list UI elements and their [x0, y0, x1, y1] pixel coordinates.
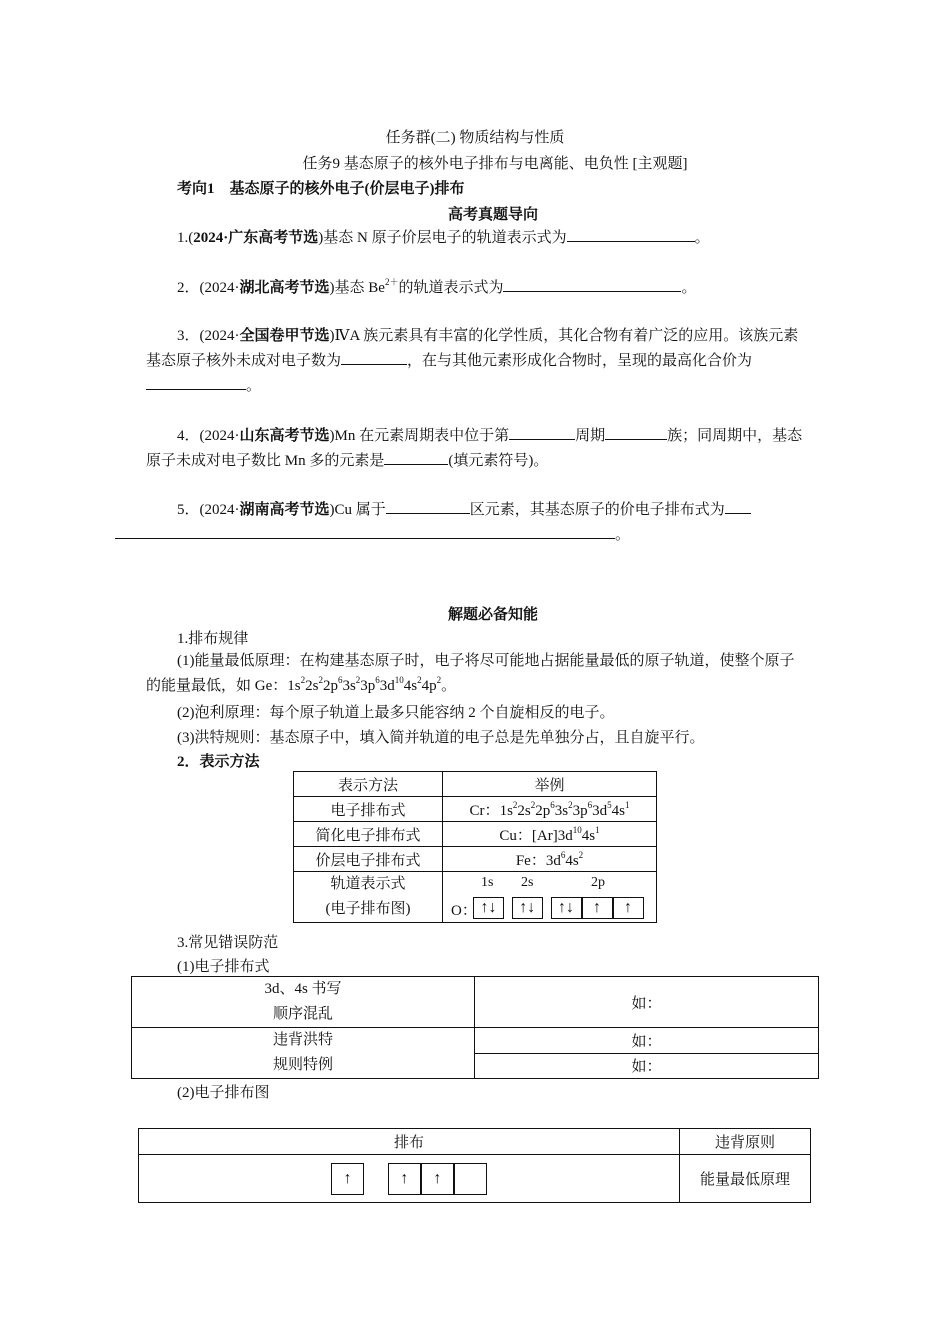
q1-text: )基态 N 原子价层电子的轨道表示式为: [318, 230, 567, 246]
q2-number: 2．(2024·: [177, 280, 240, 296]
q2-end: 。: [681, 280, 697, 296]
guide-heading: 高考真题导向: [447, 207, 538, 223]
q4-end: (填元素符号)。: [448, 453, 549, 469]
answer-blank[interactable]: [115, 524, 615, 539]
q5-text: )Cu 属于: [329, 502, 386, 518]
fe-example: Fe：$3d^64s^2$: [443, 847, 657, 872]
orbital-box-single: ↑: [582, 897, 613, 919]
q4-text: )Mn 在元素周期表中位于第: [329, 428, 510, 444]
orbital-box-paired: ↑↓: [473, 897, 504, 919]
table-cell: 价层电子排布式: [294, 847, 443, 872]
q1-number: 1.(: [177, 230, 194, 246]
section-heading: 考向1 基态原子的核外电子(价层电子)排布: [177, 181, 465, 197]
table-cell: 电子排布式: [294, 797, 443, 822]
page-title: 任务群(二) 物质结构与性质: [385, 130, 565, 146]
answer-blank[interactable]: [567, 227, 695, 242]
orbital-box-paired: ↑↓: [512, 897, 543, 919]
answer-blank[interactable]: [384, 450, 448, 465]
error-1-line2: 顺序混乱: [272, 1006, 333, 1022]
orbital-example: [139, 1155, 680, 1203]
table-cell: 简化电子排布式: [294, 822, 443, 847]
table-cell: 如：: [475, 977, 819, 1028]
orbital-1s-label: 1s: [481, 875, 494, 890]
method-table: [293, 771, 657, 923]
table-cell: [132, 977, 475, 1028]
knowledge-title: 解题必备知能: [447, 607, 538, 623]
question-3: [146, 324, 808, 399]
q3-end: 。: [246, 378, 262, 394]
q4-source: 山东高考节选: [239, 428, 330, 444]
q3-number: 3．(2024·: [177, 328, 240, 344]
error-1-line1: 3d、4s 书写: [264, 981, 342, 997]
orbital-box-single: ↑: [331, 1163, 364, 1195]
q4-text-b: 族；同周期中，基态原子未成对电子数比 Mn 多的元素是: [146, 428, 803, 469]
q1-source: 2024·广东高考节选: [193, 230, 319, 246]
answer-blank[interactable]: [605, 425, 667, 440]
q2-charge: 2＋: [384, 277, 399, 287]
answer-blank[interactable]: [509, 425, 575, 440]
table-cell: 如：: [475, 1053, 819, 1079]
table-cell: 能量最低原理: [680, 1155, 811, 1203]
page-subtitle: 任务9 基态原子的核外电子排布与电离能、电负性 [主观题]: [302, 156, 688, 172]
error-table-config: [131, 976, 819, 1079]
cu-label: Cu：[Ar]3d: [499, 827, 573, 844]
q4-period: 周期: [575, 428, 606, 444]
cr-example: Cr：$1s^22s^22p^63s^23p^63d^54s^1$: [443, 797, 657, 822]
orbital-box-single: ↑: [421, 1163, 454, 1195]
question-5: [146, 498, 808, 548]
error-2-line2: 规则特例: [272, 1057, 333, 1073]
orbital-2p-label: 2p: [591, 875, 605, 890]
table-header: 表示方法: [294, 772, 443, 797]
q5-text-mid: 区元素，其基态原子的价电子排布式为: [469, 502, 725, 518]
orbital-box-single: ↑: [613, 897, 644, 919]
fe-label: Fe：3d: [515, 852, 561, 869]
question-4: [146, 424, 808, 474]
table-header: 举例: [443, 772, 657, 797]
orbital-box-empty: [454, 1163, 487, 1195]
rule-pauli: (2)泡利原理：每个原子轨道上最多只能容纳 2 个自旋相反的电子。: [177, 705, 615, 721]
table-header: 违背原则: [680, 1129, 811, 1155]
cu-example: Cu：$[Ar]3d^{10}4s^1$: [443, 822, 657, 847]
orbital-box-single: ↑: [388, 1163, 421, 1195]
q2-text: )基态 Be: [329, 280, 385, 296]
question-2: [146, 276, 808, 301]
error-table-diagram: [138, 1128, 811, 1203]
answer-blank[interactable]: [341, 350, 407, 365]
orbital-diagram: [443, 872, 657, 923]
answer-blank[interactable]: [725, 499, 751, 514]
rule-heading: 1.排布规律: [177, 631, 249, 647]
orbital-2s-label: 2s: [521, 875, 534, 890]
answer-blank[interactable]: [146, 375, 246, 390]
q4-number: 4．(2024·: [177, 428, 240, 444]
error-sub1: (1)电子排布式: [177, 959, 270, 975]
cr-label: Cr：: [469, 802, 500, 819]
q3-text: )ⅣA 族元素具有丰富的化学性质，其化合物有着广泛的应用。该族元素基态原子核外未成对电子数为: [146, 328, 799, 369]
q3-text-mid: ，在与其他元素形成化合物时，呈现的最高化合价为: [407, 353, 753, 369]
question-1: [146, 226, 808, 251]
method-heading: 2．表示方法: [177, 754, 260, 770]
q5-end: 。: [615, 527, 631, 543]
oxygen-label: O：: [451, 903, 477, 919]
table-cell: [132, 1028, 475, 1079]
rule-energy-text: (1)能量最低原理：在构建基态原子时，电子将尽可能地占据能量最低的原子轨道，使整个原子的能量最低，如 Ge：1s: [146, 653, 795, 694]
error-sub2: (2)电子排布图: [177, 1085, 270, 1101]
q2-text2: 的轨道表示式为: [398, 280, 504, 296]
q3-source: 全国卷甲节选: [239, 328, 330, 344]
q2-source: 湖北高考节选: [239, 280, 330, 296]
orbital-label-sub: (电子排布图): [325, 901, 411, 917]
answer-blank[interactable]: [386, 499, 470, 514]
table-cell: 如：: [475, 1028, 819, 1054]
q5-source: 湖南高考节选: [239, 502, 330, 518]
orbital-box-paired: ↑↓: [551, 897, 582, 919]
q5-number: 5．(2024·: [177, 502, 240, 518]
answer-blank[interactable]: [503, 277, 681, 292]
table-header: 排布: [139, 1129, 680, 1155]
error-2-line1: 违背洪特: [272, 1032, 333, 1048]
orbital-label: 轨道表示式: [330, 876, 406, 892]
table-cell: [294, 872, 443, 923]
q1-end: 。: [694, 230, 710, 246]
rule-energy: (1)能量最低原理：在构建基态原子时，电子将尽可能地占据能量最低的原子轨道，使整个原子的能量最低，如 Ge：$1s^22s^22p^63s^23p^63d^{10}4s^24p^2$。: [146, 653, 795, 694]
error-heading: 3.常见错误防范: [177, 935, 279, 951]
rule-hund: (3)洪特规则：基态原子中，填入简并轨道的电子总是先单独分占，且自旋平行。: [177, 730, 705, 746]
orbital-boxes: [473, 897, 644, 919]
